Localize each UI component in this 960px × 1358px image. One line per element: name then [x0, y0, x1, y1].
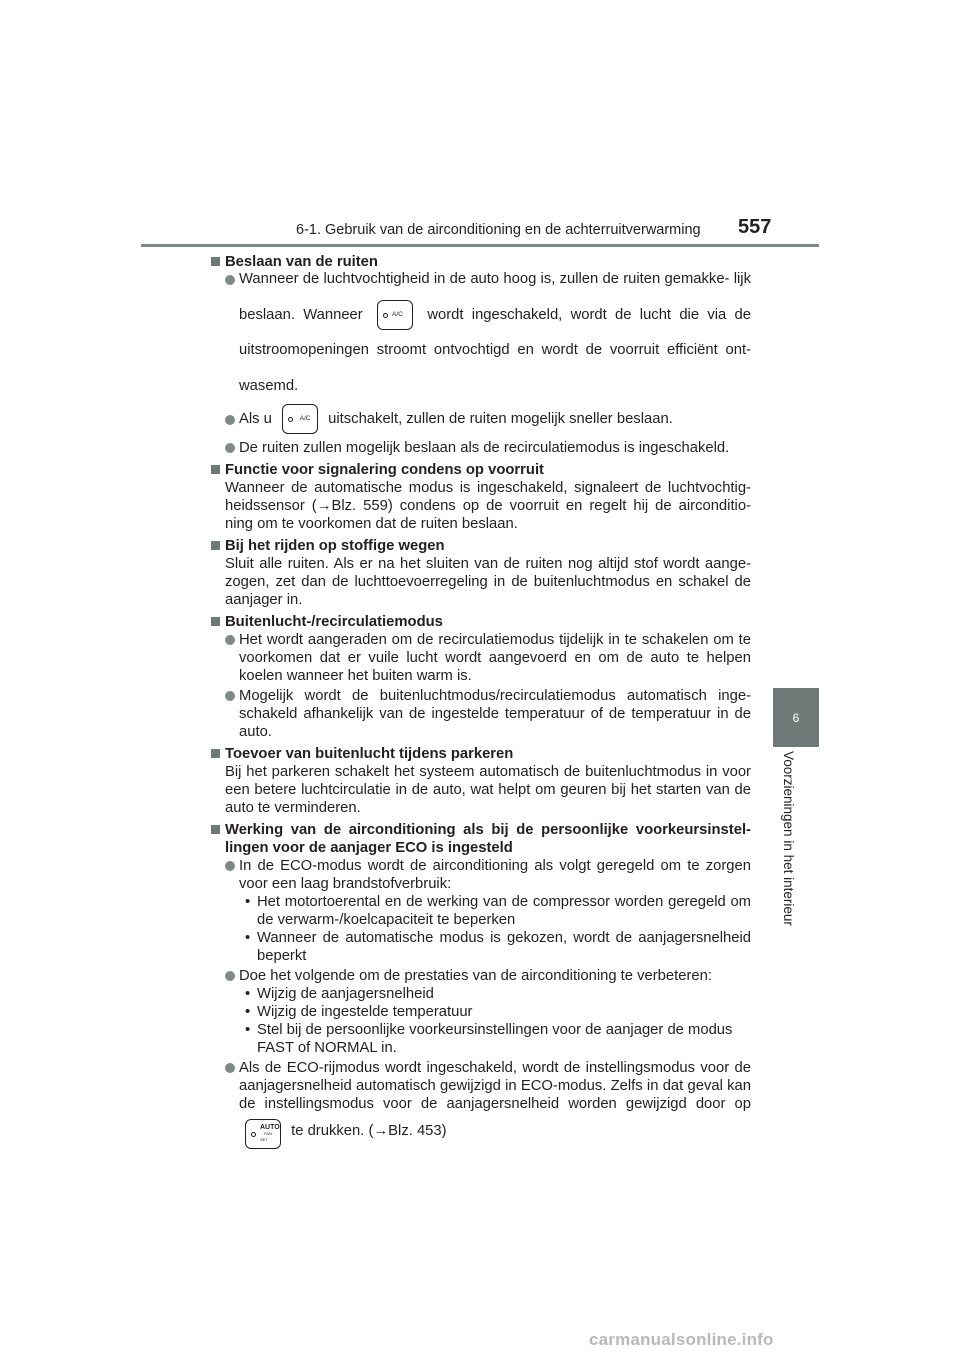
section-square-icon: [211, 825, 220, 834]
sub-list-item: • Wijzig de ingestelde temperatuur: [245, 1004, 473, 1020]
sub-list-item: • Wanneer de automatische modus is gekozen, wordt de aanjagersnelheid beperkt: [245, 930, 751, 964]
sub-list-item: • Wijzig de aanjagersnelheid: [245, 986, 434, 1002]
page-number: 557: [738, 216, 772, 238]
section-square-icon: [211, 465, 220, 474]
section-eco: [211, 821, 751, 1149]
bullet-item: Als u A/C uitschakelt, zullen de ruiten mogelijk sneller beslaan.: [225, 402, 751, 437]
chapter-number: 6: [792, 710, 800, 725]
bullet-dot-icon: [225, 861, 235, 871]
sub-list-item: • Het motortoerental en de werking van de compressor worden geregeld om de verwarm-/koelcapaciteit te beperken: [245, 894, 751, 928]
bullet-item: In de ECO-modus wordt de airconditioning als volgt geregeld om te zorgen voor een laag brandstofverbruik: • Het motortoerental en de werking van de compressor worden geregeld om de verwarm-/koelcapaciteit te beperken • Wanneer de automatische modus is gekozen, wordt de aanjagersnelheid beperkt: [225, 857, 751, 965]
section-heading: Werking van de airconditioning als bij de persoonlijke voorkeursinstel- lingen voor de aanjager ECO is ingesteld: [225, 822, 751, 856]
section-square-icon: [211, 617, 220, 626]
bullet-dot-icon: [225, 415, 235, 425]
chapter-side-label: Voorzieningen in het interieur: [781, 751, 796, 926]
auto-fan-button-icon: AUTO FAN SET: [245, 1119, 281, 1149]
ac-button-icon: A/C: [282, 404, 318, 434]
section-stoffige-wegen: [211, 537, 751, 609]
section-heading: Buitenlucht-/recirculatiemodus: [225, 614, 443, 630]
header-divider: [141, 244, 819, 247]
section-heading: Toevoer van buitenlucht tijdens parkeren: [225, 746, 514, 762]
section-heading: Bij het rijden op stoffige wegen: [225, 538, 445, 554]
bullet-dot-icon: [225, 443, 235, 453]
bullet-dot-icon: [225, 635, 235, 645]
bullet-item: De ruiten zullen mogelijk beslaan als de recirculatiemodus is ingeschakeld.: [225, 439, 751, 457]
bullet-item: Mogelijk wordt de buitenluchtmodus/recirculatiemodus automatisch inge- schakeld afhankelijk van de ingestelde temperatuur of de temperatuur in de auto.: [225, 687, 751, 741]
section-body: Bij het parkeren schakelt het systeem automatisch de buitenluchtmodus in voor een betere luchtcirculatie in de auto, wat helpt om geuren bij het starten van de auto te verminderen.: [225, 764, 751, 816]
bullet-item: Wanneer de luchtvochtigheid in de auto hoog is, zullen de ruiten gemakke- lijk beslaan. Wanneer A/C wordt ingeschakeld, wordt de lucht die via de uitstroomopeningen stroomt ontvochtigd en wordt de voorruit efficiënt ont- wasemd.: [225, 262, 751, 404]
bullet-dot-icon: [225, 1063, 235, 1073]
bullet-dot-icon: [225, 971, 235, 981]
bullet-dot-icon: [225, 275, 235, 285]
bullet-dot-icon: [225, 691, 235, 701]
section-square-icon: [211, 541, 220, 550]
sub-list-item: • Stel bij de persoonlijke voorkeursinstellingen voor de aanjager de modus FAST of NORMAL in.: [245, 1022, 733, 1056]
watermark-text: carmanualsonline.info: [589, 1330, 774, 1349]
section-buitenlucht: [211, 613, 751, 741]
ac-button-icon: A/C: [377, 300, 413, 330]
bullet-item: Het wordt aangeraden om de recirculatiemodus tijdelijk in te schakelen om te voorkomen dat er vuile lucht wordt aangevoerd en om de auto te helpen koelen wanneer het buiten warm is.: [225, 631, 751, 685]
section-body: Sluit alle ruiten. Als er na het sluiten van de ruiten nog altijd stof wordt aange- zogen, zet dan de luchttoevoerregeling in de buitenluchtmodus en schakel de aanjager in.: [225, 556, 751, 608]
section-parkeren: [211, 745, 751, 817]
section-heading: Functie voor signalering condens op voorruit: [225, 462, 544, 478]
section-beslaan: [211, 253, 751, 457]
bullet-item: Als de ECO-rijmodus wordt ingeschakeld, wordt de instellingsmodus voor de aanjagersnelheid automatisch gewijzigd in ECO-modus. Zelfs in dat geval kan de instellingsmodus voor de aanjagersnelheid worden gewijzigd door op AUTO FAN SET te drukken. (→Blz. 453): [225, 1059, 751, 1149]
bullet-item: Doe het volgende om de prestaties van de airconditioning te verbeteren: • Wijzig de aanjagersnelheid • Wijzig de ingestelde temperatuur • Stel bij de persoonlijke voorkeursinstellingen voor de aanjager de modus FAST of NORMAL in.: [225, 967, 751, 1057]
main-content: [211, 253, 751, 1149]
section-body: Wanneer de automatische modus is ingeschakeld, signaleert de luchtvochtig- heidssensor (→Blz. 559) condens op de voorruit en regelt hij de airconditio- ning om te voorkomen dat de ruiten beslaan.: [225, 480, 751, 532]
section-condens: [211, 461, 751, 533]
section-heading: Beslaan van de ruiten: [225, 254, 378, 270]
chapter-tab: [773, 688, 819, 747]
section-square-icon: [211, 257, 220, 266]
header-title: 6-1. Gebruik van de airconditioning en de achterruitverwarming: [296, 222, 701, 238]
section-square-icon: [211, 749, 220, 758]
